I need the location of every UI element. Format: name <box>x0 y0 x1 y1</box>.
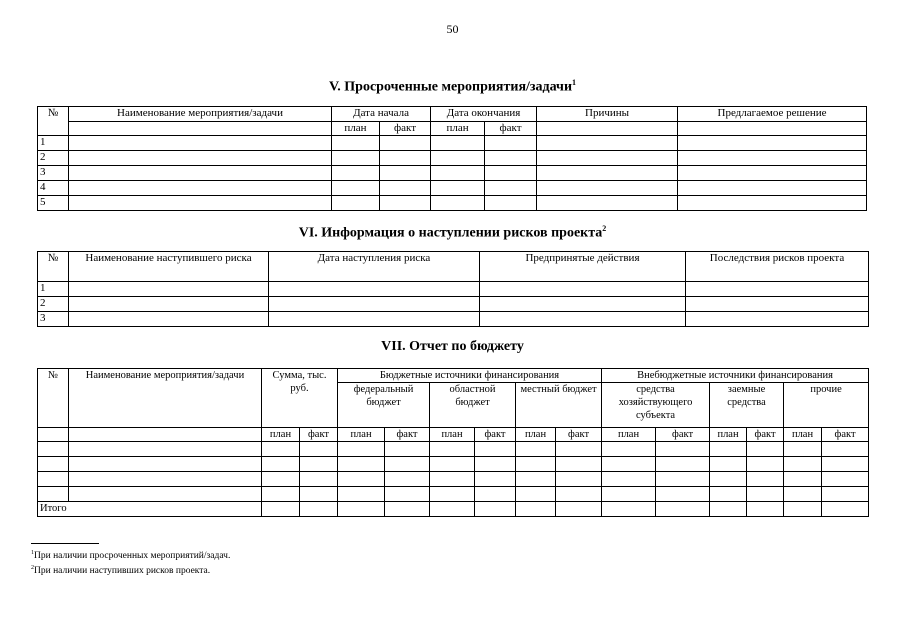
table-row <box>38 472 869 487</box>
table-row <box>38 151 867 166</box>
col-num: № <box>38 107 69 136</box>
row-number: 3 <box>38 166 69 181</box>
col-start: Дата начала <box>332 107 431 122</box>
col-end-fact: факт <box>485 122 537 136</box>
col-plan: план <box>430 428 475 442</box>
col-local: местный бюджет <box>516 383 602 428</box>
row-number: 4 <box>38 181 69 196</box>
col-budget-sources: Бюджетные источники финансирования <box>338 369 602 383</box>
col-fact: факт <box>556 428 602 442</box>
table-row <box>38 166 867 181</box>
total-label: Итого <box>38 502 262 517</box>
row-number: 2 <box>38 151 69 166</box>
row-number: 2 <box>38 297 69 312</box>
col-task-name: Наименование мероприятия/задачи <box>69 369 262 428</box>
table-row <box>38 457 869 472</box>
col-start-plan: план <box>332 122 380 136</box>
table-row <box>38 442 869 457</box>
col-end: Дата окончания <box>431 107 537 122</box>
col-sum: Сумма, тыс. руб. <box>262 369 338 428</box>
footnote-separator <box>31 543 99 544</box>
section-7-title: VII. Отчет по бюджету <box>381 339 524 354</box>
col-reasons: Причины <box>537 107 678 122</box>
col-regional: областной бюджет <box>430 383 516 428</box>
row-number: 1 <box>38 282 69 297</box>
col-num: № <box>38 369 69 428</box>
risks-table <box>37 251 869 327</box>
col-fact: факт <box>822 428 869 442</box>
table-row <box>38 282 869 297</box>
col-end-plan: план <box>431 122 485 136</box>
col-plan: план <box>516 428 556 442</box>
table-row <box>38 181 867 196</box>
col-name: Наименование мероприятия/задачи <box>69 107 332 122</box>
col-plan: план <box>338 428 385 442</box>
col-fact: факт <box>475 428 516 442</box>
col-fact: факт <box>385 428 430 442</box>
row-number: 3 <box>38 312 69 327</box>
row-number: 5 <box>38 196 69 211</box>
col-plan: план <box>602 428 656 442</box>
section-5-title: V. Просроченные мероприятия/задачи$^1$ <box>328 78 577 95</box>
col-other: прочие <box>784 383 869 428</box>
footnote-1: $^1$При наличии просроченных мероприятий/задач. <box>31 550 231 562</box>
table-row <box>38 297 869 312</box>
table-row <box>38 136 867 151</box>
overdue-tasks-table <box>37 106 867 211</box>
col-start-fact: факт <box>380 122 431 136</box>
section-6-title: VI. Информация о наступлении рисков проекта$^2$ <box>298 224 607 241</box>
col-plan: план <box>710 428 747 442</box>
table-row <box>38 196 867 211</box>
col-actions: Предпринятые действия <box>480 252 686 282</box>
footnote-2: $^2$При наличии наступивших рисков проекта. <box>31 565 211 577</box>
col-business: средства хозяйствующего субъекта <box>602 383 710 428</box>
row-number: 1 <box>38 136 69 151</box>
col-fact: факт <box>300 428 338 442</box>
table-row <box>38 312 869 327</box>
page-number: 50 <box>446 22 459 36</box>
col-offbudget-sources: Внебюджетные источники финансирования <box>602 369 869 383</box>
col-fact: факт <box>656 428 710 442</box>
col-plan: план <box>784 428 822 442</box>
budget-table <box>37 368 869 517</box>
col-federal: федеральный бюджет <box>338 383 430 428</box>
footnotes <box>31 547 230 577</box>
col-fact: факт <box>747 428 784 442</box>
col-loans: заемные средства <box>710 383 784 428</box>
col-risk-date: Дата наступления риска <box>269 252 480 282</box>
col-num: № <box>38 252 69 282</box>
total-row <box>38 502 869 517</box>
col-plan: план <box>262 428 300 442</box>
table-row <box>38 487 869 502</box>
col-solution: Предлагаемое решение <box>678 107 867 122</box>
col-risk-name: Наименование наступившего риска <box>69 252 269 282</box>
col-consequences: Последствия рисков проекта <box>686 252 869 282</box>
